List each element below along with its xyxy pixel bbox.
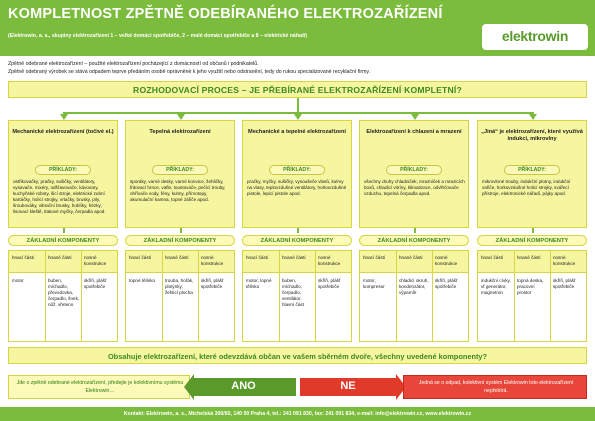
examples-label: PŘÍKLADY: xyxy=(49,167,77,173)
header-bar xyxy=(0,0,595,56)
header-drive-parts: hnací části xyxy=(129,255,151,260)
components-label: ZÁKLADNÍ KOMPONENTY xyxy=(377,237,451,244)
category-box-cooling xyxy=(359,120,469,228)
components-label: ZÁKLADNÍ KOMPONENTY xyxy=(260,237,334,244)
column-divider xyxy=(45,251,46,341)
examples-badge xyxy=(35,165,91,175)
no-outcome-text: Jedná se o odpad, kolektivní systém Elektrowin toto elektrozařízení nepřebírá. xyxy=(418,380,574,394)
footer-contact: Kontakt: Elektrowin, a. s., Michelská 300/60, 140 00 Praha 4, tel.: 241 091 830, fax: 241 091 834, e-mail: info@elektrowin.cz, www.elektrowin.cz xyxy=(123,410,472,417)
category-title: Mechanické a tepelné elektrozařízení xyxy=(248,129,346,135)
components-label: ZÁKLADNÍ KOMPONENTY xyxy=(26,237,100,244)
examples-badge xyxy=(269,165,325,175)
connector-down xyxy=(297,228,299,233)
cell-drive-parts: motor xyxy=(12,278,24,283)
header-frame: nosné konstrukce xyxy=(435,255,458,266)
yes-label: ANO xyxy=(231,380,256,392)
cell-frame: skříň, plášť spotřebiče xyxy=(318,278,341,289)
header-drive-parts: hnací části xyxy=(481,255,503,260)
components-table xyxy=(359,250,469,342)
examples-label: PŘÍKLADY: xyxy=(166,167,194,173)
cell-drive-parts: motor, kompresor xyxy=(363,278,385,289)
header-driven-parts: hnané části xyxy=(165,255,189,260)
column-divider xyxy=(396,251,397,341)
connector-down xyxy=(532,228,534,233)
column-divider xyxy=(198,251,199,341)
intro-line-1: Zpětně odebrané elektrozařízení – použité elektrozařízení pocházející z domácností od občanů i podnikatelů. xyxy=(8,61,259,67)
yes-outcome-box xyxy=(8,375,190,399)
header-frame: nosné konstrukce xyxy=(553,255,576,266)
connector-trunk xyxy=(297,98,299,112)
examples-text: pračky, myčky, sušičky, vysoušeče vlasů, kulmy na vlasy, teplovzdušné ventilátory, horkovzdušné pistole, lepicí pistole apod. xyxy=(247,179,347,196)
decision-question xyxy=(8,347,587,364)
decision-banner xyxy=(8,81,587,98)
header-driven-parts: hnané části xyxy=(517,255,541,260)
column-divider xyxy=(279,251,280,341)
category-title: Tepelná elektrozařízení xyxy=(149,129,211,135)
no-label: NE xyxy=(340,380,356,392)
cell-drive-parts: motor, topné tělísko xyxy=(246,278,272,289)
cell-driven-parts: buben, míchadlo, převodovka, čerpadlo, šnek, nůž, vřeteno xyxy=(48,278,80,307)
category-box-mechanical-thermal xyxy=(242,120,352,228)
connector-down xyxy=(63,228,65,233)
intro-line-2: Zpětně odebraný výrobek se stává odpadem teprve předáním osobě oprávněné k jeho využití nebo odstranění, tedy do rukou specializované recyklační firmy. xyxy=(8,69,371,75)
examples-text: sporáky, varné desky, varné konvice, žehličky, fritovací hrnce, vafle, toustovače, pečicí trouby, ohřívače vody, fény, kulmy, přímotopy, akumulační kamna, topné zářiče apod. xyxy=(130,179,226,202)
components-table xyxy=(8,250,118,342)
cell-frame: skříň, plášť spotřebiče xyxy=(435,278,458,289)
examples-text: všechny druhy chladniček, mrazniček a mrazicích boxů, chladicí vitríny, klimatizace, odvlhčovače vzduchu, tepelná čerpadla apod. xyxy=(364,179,465,196)
examples-label: PŘÍKLADY: xyxy=(518,167,546,173)
examples-badge xyxy=(504,165,560,175)
cell-driven-parts: trouba, hořák, plotýnky, žehlicí plocha xyxy=(165,278,194,295)
category-box-other xyxy=(477,120,587,228)
column-divider xyxy=(162,251,163,341)
connector-down xyxy=(414,228,416,233)
column-divider xyxy=(315,251,316,341)
examples-label: PŘÍKLADY: xyxy=(283,167,311,173)
elektrowin-logo xyxy=(482,24,588,50)
page-subtitle: (Elektrowin, a. s., skupiny elektrozařízení 1 – velké domácí spotřebiče, 2 – malé domácí spotřebiče a 8 – elektrické nářadí) xyxy=(8,33,307,39)
examples-badge xyxy=(386,165,442,175)
components-table xyxy=(242,250,352,342)
cell-drive-parts: indukční cívky, vf generátor, magnetron xyxy=(481,278,511,295)
components-table xyxy=(477,250,587,342)
components-table xyxy=(125,250,235,342)
header-frame: nosné konstrukce xyxy=(201,255,224,266)
cell-drive-parts: topné tělísko xyxy=(129,278,156,283)
examples-badge xyxy=(152,165,208,175)
components-badge xyxy=(359,235,469,246)
column-divider xyxy=(550,251,551,341)
header-frame: nosné konstrukce xyxy=(84,255,107,266)
header-drive-parts: hnací části xyxy=(12,255,34,260)
category-title: Elektrozařízení k chlazení a mrazení xyxy=(366,129,462,135)
column-divider xyxy=(81,251,82,341)
category-title: Mechanické elektrozařízení (točivé el.) xyxy=(12,129,114,135)
column-divider xyxy=(514,251,515,341)
category-box-thermal xyxy=(125,120,235,228)
category-box-mechanical xyxy=(8,120,118,228)
connector-down xyxy=(180,228,182,233)
cell-driven-parts: topná deska, pracovní prostor xyxy=(517,278,544,295)
components-badge xyxy=(477,235,587,246)
header-drive-parts: hnací části xyxy=(363,255,385,260)
header-driven-parts: hnané části xyxy=(399,255,423,260)
components-badge xyxy=(8,235,118,246)
examples-label: PŘÍKLADY: xyxy=(400,167,428,173)
components-badge xyxy=(242,235,352,246)
footer-bar xyxy=(0,407,595,421)
cell-frame: skříň, plášť spotřebiče xyxy=(553,278,576,289)
header-frame: nosné konstrukce xyxy=(318,255,341,266)
cell-frame: skříň, plášť spotřebiče xyxy=(84,278,107,289)
logo-text: elektrowin xyxy=(501,28,569,44)
header-driven-parts: hnané části xyxy=(48,255,72,260)
no-outcome-box xyxy=(403,375,587,399)
banner-text: ROZHODOVACÍ PROCES – JE PŘEBÍRANÉ ELEKTROZAŘÍZENÍ KOMPLETNÍ? xyxy=(133,85,462,95)
cell-driven-parts: buben, míchadlo, čerpadlo, ventilátor, hlavní část xyxy=(282,278,304,307)
question-text: Obsahuje elektrozařízení, které odevzdává občan ve vašem sběrném dvoře, všechny uvedené komponenty? xyxy=(107,351,488,361)
components-badge xyxy=(125,235,235,246)
column-divider xyxy=(432,251,433,341)
page-title: KOMPLETNOST ZPĚTNĚ ODEBÍRANÉHO ELEKTROZAŘÍZENÍ xyxy=(8,6,443,22)
header-driven-parts: hnané části xyxy=(282,255,306,260)
examples-text: ostřikovačky, pračky, sušičky, ventilátory, vysavače, mixéry, odšťavovače, kávovary, kuchyňské roboty, šicí stroje, elektrické zubní kartáčky, holicí strojky, vrtačky, brusky, pily, šroubováky, vibrační brusky, hoblíky, frézky, lisovací kleště, tlakové myčky, čerpadla apod. xyxy=(13,179,106,214)
cell-driven-parts: chladicí okruh, kondenzátor, výparník xyxy=(399,278,429,295)
yes-outcome-text: Jde o zpětně odebrané elektrozařízení, předejte je kolektivnímu systému Elektrowin… xyxy=(16,380,184,394)
examples-text: mikrovlnné trouby, indukční plotny, indukční vařiče, horkovzdušné holicí strojky, svářecí přístroje, elektronické nářadí, pájky apod. xyxy=(482,179,571,196)
components-label: ZÁKLADNÍ KOMPONENTY xyxy=(495,237,569,244)
components-label: ZÁKLADNÍ KOMPONENTY xyxy=(143,237,217,244)
category-title: „Jiná“ je elektrozařízení, které využívá indukci, mikrovlny xyxy=(481,129,583,142)
header-drive-parts: hnací části xyxy=(246,255,268,260)
cell-frame: skříň, plášť spotřebiče xyxy=(201,278,224,289)
